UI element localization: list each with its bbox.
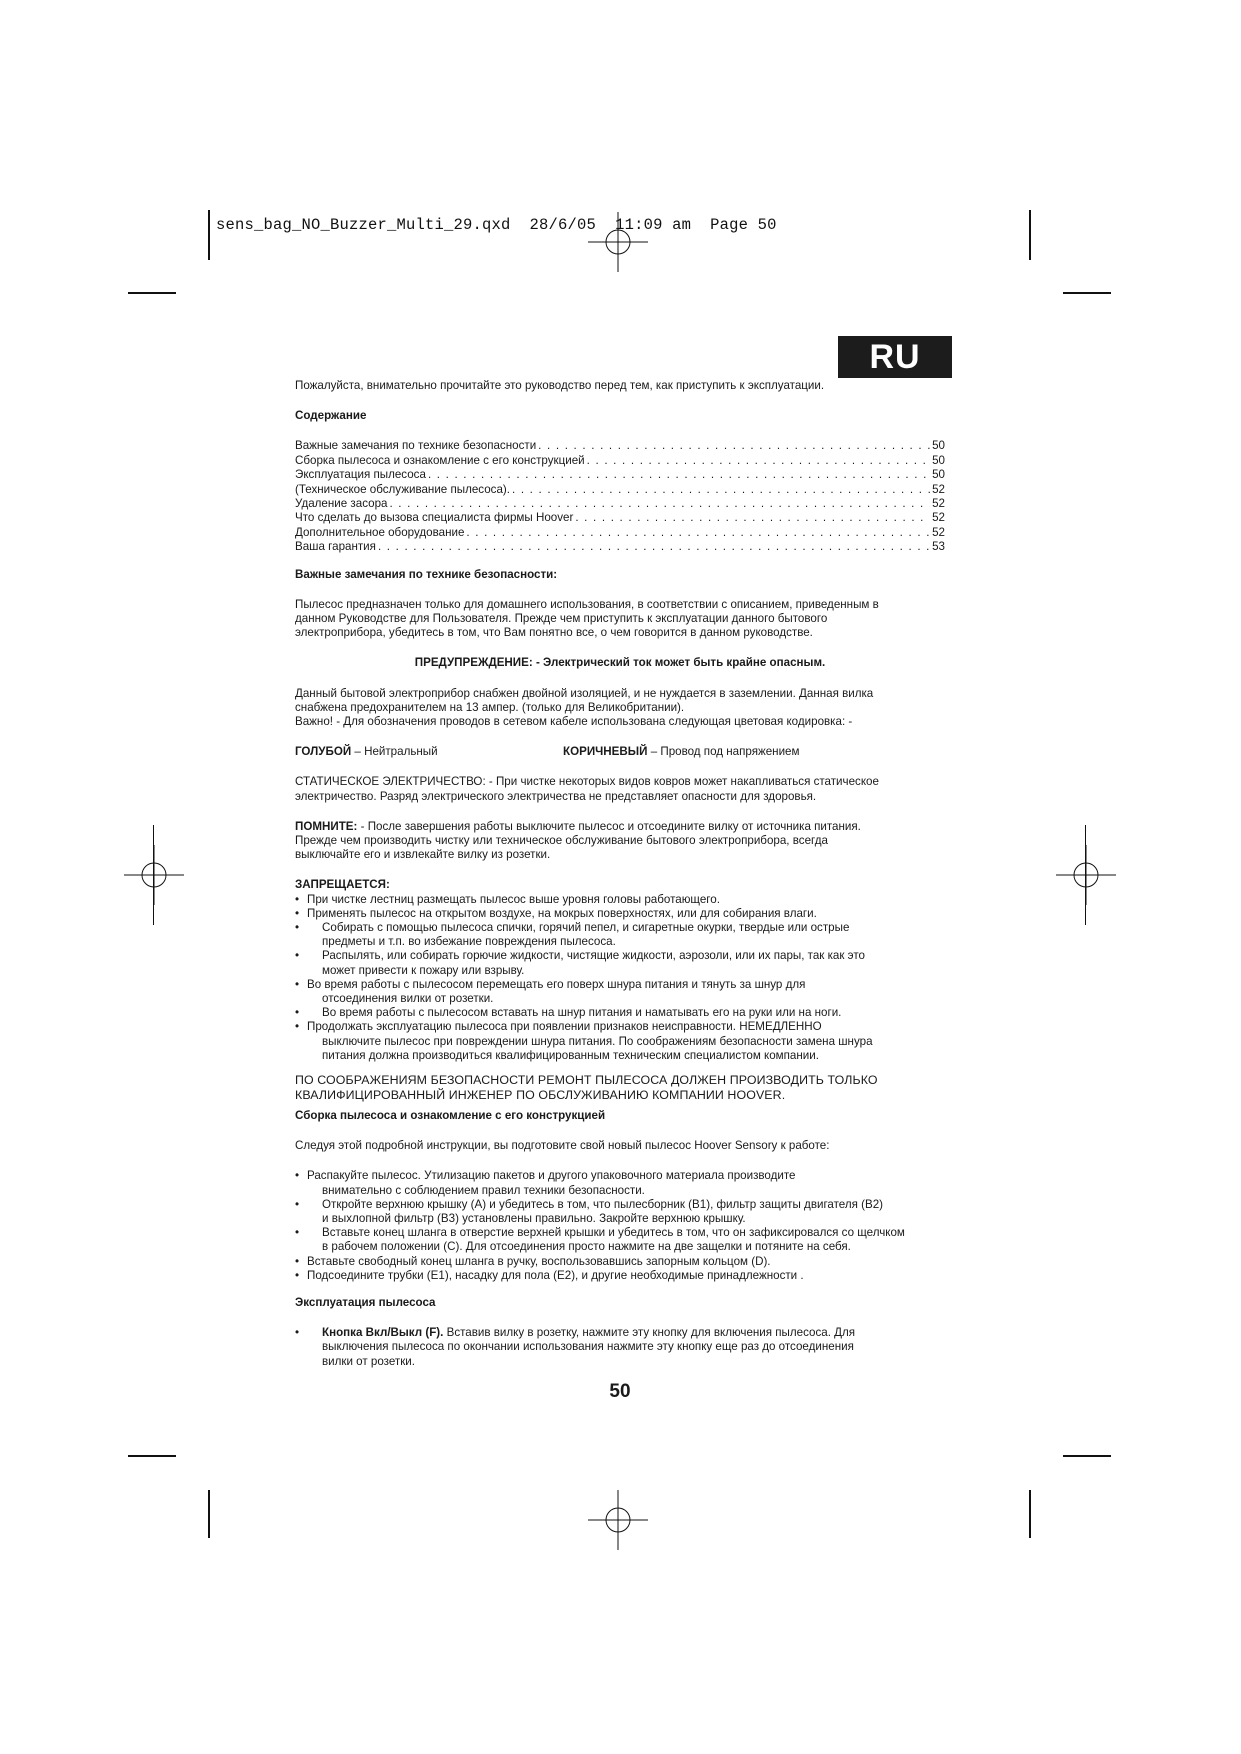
list-item: • Вставьте конец шланга в отверстие верхней крышки и убедитесь в том, что он зафиксировался со щелчком	[295, 1226, 905, 1240]
toc-row: Дополнительное оборудование . . . 52	[295, 526, 945, 540]
list-item: • Применять пылесос на открытом воздухе, на мокрых поверхностях, или для собирания влаги.	[295, 906, 817, 920]
list-item-continuation: питания должна производиться квалифицированным техническим специалистом компании.	[322, 1048, 819, 1062]
crop-mark	[1085, 825, 1086, 925]
blue-wire-text: – Нейтральный	[351, 745, 438, 759]
repair-notice: ПО СООБРАЖЕНИЯМ БЕЗОПАСНОСТИ РЕМОНТ ПЫЛЕСОСА ДОЛЖЕН ПРОИЗВОДИТЬ ТОЛЬКО	[295, 1073, 878, 1088]
list-item-continuation: отсоединения вилки от розетки.	[322, 992, 494, 1005]
crop-mark	[1063, 292, 1111, 294]
insulation-paragraph: снабжена предохранителем на 13 ампер. (только для Великобритании).	[295, 700, 685, 714]
remember-paragraph: Прежде чем производить чистку или техническое обслуживание бытового электроприбора, всегда	[295, 833, 828, 847]
toc-row: (Техническое обслуживание пылесоса). . . . 52	[295, 483, 945, 497]
crop-mark	[1063, 1455, 1111, 1457]
registration-mark-bottom	[588, 1490, 648, 1550]
assembly-intro: Следуя этой подробной инструкции, вы подготовите свой новый пылесос Hoover Sensory к работе:	[295, 1139, 830, 1153]
list-item: • Собирать с помощью пылесоса спички, горячий пепел, и сигаретные окурки, твердые или острые	[295, 920, 850, 934]
insulation-paragraph: Данный бытовой электроприбор снабжен двойной изоляцией, и не нуждается в заземлении. Данная вилка	[295, 686, 874, 700]
contents-heading: Содержание	[295, 409, 367, 423]
crop-mark	[128, 292, 176, 294]
registration-mark-left	[124, 845, 184, 905]
table-of-contents	[295, 439, 945, 554]
crop-mark	[208, 210, 210, 260]
crop-mark	[208, 1490, 210, 1538]
file-slug: sens_bag_NO_Buzzer_Multi_29.qxd 28/6/05 11:09 am Page 50	[216, 216, 777, 234]
list-item: • Распылять, или собирать горючие жидкости, чистящие жидкости, аэрозоли, или их пары, так как это	[295, 949, 865, 963]
intro-text: Пожалуйста, внимательно прочитайте это руководство перед тем, как приступить к эксплуатации.	[295, 379, 825, 392]
brown-wire-label: КОРИЧНЕВЫЙ	[563, 745, 648, 759]
safety-paragraph: Пылесос предназначен только для домашнего использования, в соответствии с описанием, приведенным в	[295, 597, 879, 611]
list-item-continuation: выключения пылесоса по окончании использования нажмите эту кнопку еще раз до отсоединения	[322, 1340, 854, 1354]
power-button-label: Кнопка Вкл/Выкл (F).	[322, 1326, 444, 1340]
list-item: • Откройте верхнюю крышку (A) и убедитесь в том, что пылесборник (B1), фильтр защиты двигателя (B2)	[295, 1197, 884, 1211]
list-item-continuation: вилки от розетки.	[322, 1354, 415, 1368]
page-number: 50	[609, 1381, 631, 1402]
toc-row: Эксплуатация пылесоса . . . 50	[295, 468, 945, 482]
list-item-continuation: выключите пылесос при повреждении шнура питания. По соображениям безопасности замена шнура	[322, 1034, 873, 1048]
safety-paragraph: электроприбора, убедитесь в том, что Вам понятно все, о чем говорится в данном руководстве.	[295, 626, 813, 640]
forbidden-heading: ЗАПРЕЩАЕТСЯ:	[295, 878, 390, 892]
repair-notice: КВАЛИФИЦИРОВАННЫЙ ИНЖЕНЕР ПО ОБСЛУЖИВАНИЮ КОМПАНИИ HOOVER.	[295, 1088, 786, 1103]
list-item-continuation: внимательно с соблюдением правил техники безопасности.	[322, 1183, 645, 1197]
assembly-heading: Сборка пылесоса и ознакомление с его конструкцией	[295, 1109, 606, 1123]
crop-mark	[128, 1455, 176, 1457]
brown-wire-text: – Провод под напряжением	[647, 745, 800, 759]
list-item: • Во время работы с пылесосом перемещать его поверх шнура питания и тянуть за шнур для	[295, 977, 806, 991]
list-item: • Вставьте свободный конец шланга в ручку, воспользовавшись запорным кольцом (D).	[295, 1254, 771, 1268]
safety-heading: Важные замечания по технике безопасности:	[295, 567, 558, 581]
language-badge: RU	[838, 336, 952, 378]
toc-row: Удаление засора . . . 52	[295, 497, 945, 511]
insulation-paragraph: Важно! - Для обозначения проводов в сетевом кабеле использована следующая цветовая кодировка: -	[295, 714, 853, 728]
list-item-continuation: может привести к пожару или взрыву.	[322, 963, 525, 977]
static-paragraph: электричество. Разряд электрического электричества не представляет опасности для здоровья.	[295, 789, 817, 803]
wire-color-legend	[295, 745, 945, 759]
toc-row: Что сделать до вызова специалиста фирмы Hoover . . . 52	[295, 511, 945, 525]
remember-paragraph: ПОМНИТЕ: - После завершения работы выключите пылесос и отсоедините вилку от источника питания.	[295, 819, 861, 833]
list-item: • При чистке лестниц размещать пылесос выше уровня головы работающего.	[295, 892, 720, 906]
list-item: • Подсоедините трубки (E1), насадку для пола (E2), и другие необходимые принадлежности .	[295, 1268, 804, 1282]
page-content	[295, 379, 945, 1369]
list-item: • Во время работы с пылесосом вставать на шнур питания и наматывать его на руки или на ноги.	[295, 1006, 842, 1020]
electric-warning: ПРЕДУПРЕЖДЕНИЕ: - Электрический ток может быть крайне опасным.	[414, 656, 826, 670]
registration-mark-top	[588, 212, 648, 272]
remember-label: ПОМНИТЕ:	[295, 819, 358, 833]
operation-heading: Эксплуатация пылесоса	[295, 1296, 436, 1310]
list-item-continuation: и выхлопной фильтр (B3) установлены правильно. Закройте верхнюю крышку.	[322, 1212, 746, 1226]
list-item-continuation: предметы и т.п. во избежание повреждения пылесоса.	[322, 935, 616, 949]
toc-row: Важные замечания по технике безопасности . . . 50	[295, 439, 945, 453]
safety-paragraph: данном Руководстве для Пользователя. Прежде чем приступить к эксплуатации данного бытового	[295, 611, 828, 625]
remember-paragraph: выключайте его и извлекайте вилку из розетки.	[295, 848, 551, 862]
registration-mark-right	[1056, 845, 1116, 905]
crop-mark	[1029, 1490, 1031, 1538]
list-item-continuation: в рабочем положении (C). Для отсоединения просто нажмите на две защелки и потяните на себя.	[322, 1240, 851, 1254]
blue-wire-label: ГОЛУБОЙ	[295, 745, 352, 759]
toc-row: Ваша гарантия . . . 53	[295, 540, 945, 554]
crop-mark	[1029, 210, 1031, 260]
list-item: • Распакуйте пылесос. Утилизацию пакетов и другого упаковочного материала производите	[295, 1169, 796, 1183]
crop-mark	[153, 825, 154, 925]
list-item: • Продолжать эксплуатацию пылесоса при появлении признаков неисправности. НЕМЕДЛЕННО	[295, 1020, 822, 1034]
list-item: • Кнопка Вкл/Выкл (F). Вставив вилку в розетку, нажмите эту кнопку для включения пылесоса. Для	[295, 1326, 856, 1340]
toc-row: Сборка пылесоса и ознакомление с его конструкцией . . . 50	[295, 454, 945, 468]
static-paragraph: СТАТИЧЕСКОЕ ЭЛЕКТРИЧЕСТВО: - При чистке некоторых видов ковров может накапливаться статическое	[295, 775, 879, 789]
